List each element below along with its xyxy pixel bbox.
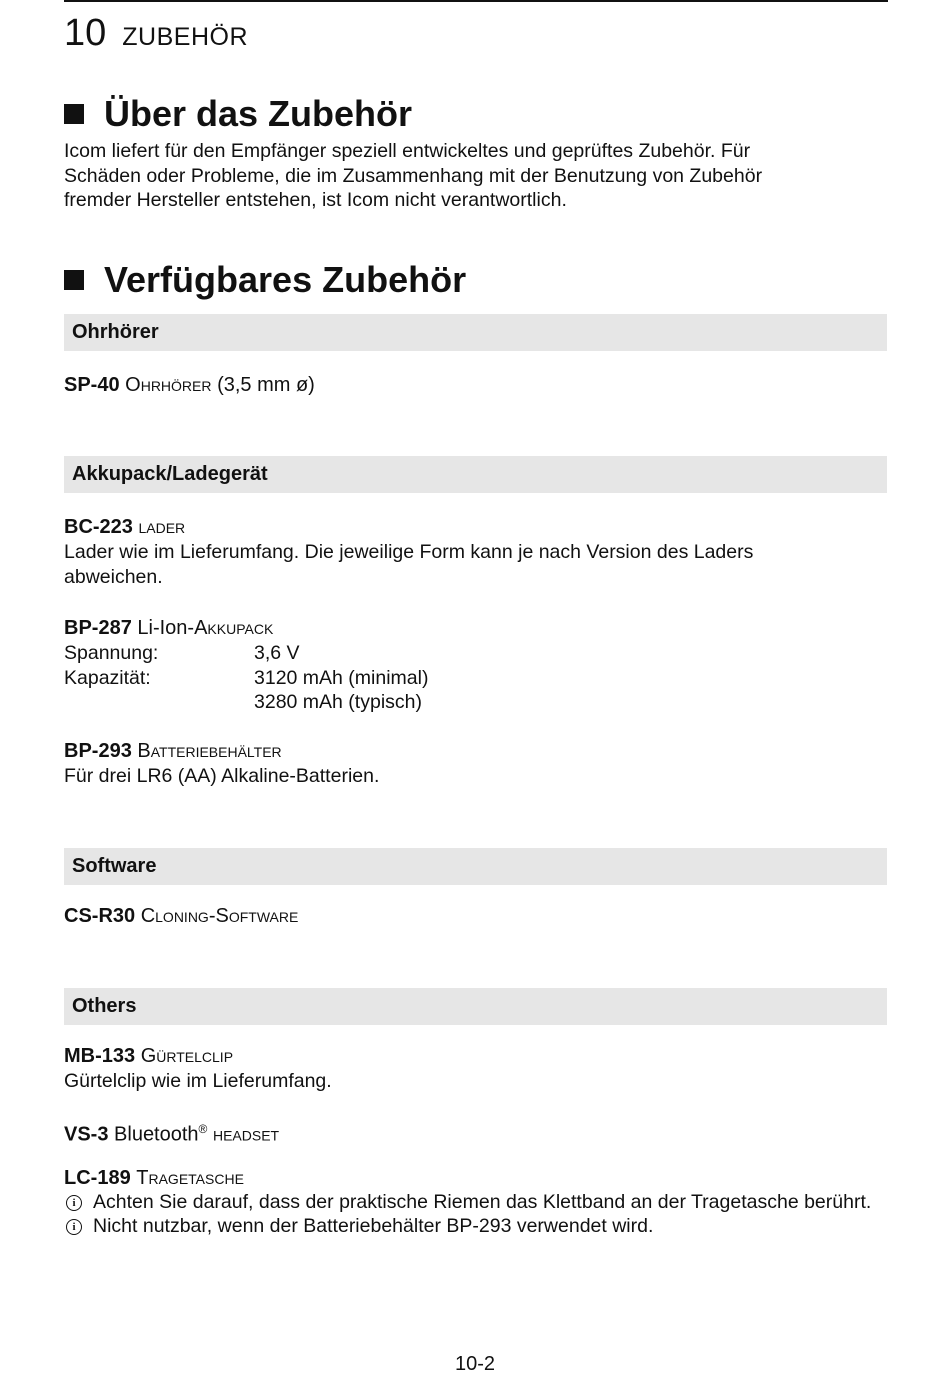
accessory-lc189 — [64, 1166, 244, 1191]
accessory-bp293 — [64, 739, 282, 764]
spec-value: 3280 mAh (typisch) — [254, 691, 422, 713]
info-icon: i — [66, 1219, 82, 1235]
note-text: Nicht nutzbar, wenn der Batteriebehälter BP-293 verwendet wird. — [93, 1215, 654, 1237]
intro-paragraph — [64, 139, 888, 213]
category-label: Others — [72, 995, 137, 1017]
model-number: VS-3 — [64, 1123, 109, 1146]
page-number: 10-2 — [454, 1353, 496, 1375]
category-label: Software — [72, 855, 157, 877]
accessory-name-prefix: Li-Ion- — [137, 617, 195, 639]
note-item — [64, 1191, 871, 1214]
category-band-others — [64, 988, 887, 1025]
square-bullet-icon — [64, 270, 84, 290]
chapter-header — [64, 12, 248, 55]
text-line: Gürtelclip wie im Lieferumfang. — [64, 1070, 332, 1092]
accessory-name: Batteriebehälter — [137, 740, 282, 762]
text-line: Icom liefert für den Empfänger speziell entwickeltes und geprüftes Zubehör. Für — [64, 140, 751, 162]
spec-value: 3,6 V — [254, 642, 300, 664]
header-rule — [64, 0, 888, 2]
model-number: SP-40 — [64, 374, 120, 396]
chapter-number: 10 — [64, 12, 107, 54]
accessory-sp40 — [64, 373, 315, 398]
section-title: Über das Zubehör — [104, 93, 413, 134]
accessory-name: Akkupack — [194, 617, 274, 639]
note-text: Achten Sie darauf, dass der praktische Riemen das Klettband an der Tragetasche berührt. — [93, 1191, 872, 1213]
text-line: Für drei LR6 (AA) Alkaline-Batterien. — [64, 765, 380, 787]
category-band-battery — [64, 456, 887, 493]
section-heading-about — [64, 93, 412, 135]
model-number: BC-223 — [64, 516, 133, 538]
spec-label: Spannung: — [64, 642, 159, 664]
category-band-earphones — [64, 314, 887, 351]
chapter-title: ZUBEHÖR — [122, 23, 249, 51]
spec-row-voltage — [64, 642, 300, 665]
spec-row-capacity-typical — [64, 691, 422, 714]
model-number: MB-133 — [64, 1045, 136, 1067]
model-number: CS-R30 — [64, 905, 136, 927]
category-label: Ohrhörer — [72, 321, 159, 343]
accessory-name: lader — [138, 516, 186, 538]
text-line: Lader wie im Lieferumfang. Die jeweilige Form kann je nach Version des Laders — [64, 541, 754, 563]
accessory-description — [64, 540, 888, 590]
accessory-description — [64, 764, 888, 789]
accessory-spec: (3,5 mm ø) — [217, 374, 315, 396]
model-number: LC-189 — [64, 1167, 131, 1189]
accessory-name: Cloning-Software — [140, 905, 299, 927]
accessory-description — [64, 1069, 888, 1094]
accessory-mb133 — [64, 1044, 233, 1069]
category-band-software — [64, 848, 887, 885]
spec-value: 3120 mAh (minimal) — [254, 667, 429, 689]
accessory-name-prefix: Bluetooth — [114, 1123, 199, 1146]
accessory-csr30 — [64, 904, 298, 929]
spec-label: Kapazität: — [64, 667, 151, 689]
model-number: BP-293 — [64, 740, 132, 762]
registered-mark: ® — [198, 1122, 208, 1136]
accessory-name: Gürtelclip — [140, 1045, 234, 1067]
note-item — [64, 1215, 653, 1238]
text-line: abweichen. — [64, 566, 163, 588]
accessory-bp287 — [64, 616, 273, 641]
accessory-name: Tragetasche — [136, 1167, 244, 1189]
category-label: Akkupack/Ladegerät — [72, 463, 268, 485]
text-line: fremder Hersteller entstehen, ist Icom nicht verantwortlich. — [64, 189, 567, 211]
section-title: Verfügbares Zubehör — [104, 259, 467, 300]
square-bullet-icon — [64, 104, 84, 124]
text-line: Schäden oder Probleme, die im Zusammenhang mit der Benutzung von Zubehör — [64, 164, 763, 187]
section-heading-available — [64, 259, 466, 301]
accessory-name: Ohrhörer — [125, 374, 212, 396]
accessory-vs3 — [64, 1117, 279, 1148]
model-number: BP-287 — [64, 617, 132, 639]
spec-row-capacity — [64, 667, 428, 690]
accessory-name: headset — [212, 1123, 280, 1146]
accessory-bc223 — [64, 515, 185, 540]
info-icon: i — [66, 1195, 82, 1211]
